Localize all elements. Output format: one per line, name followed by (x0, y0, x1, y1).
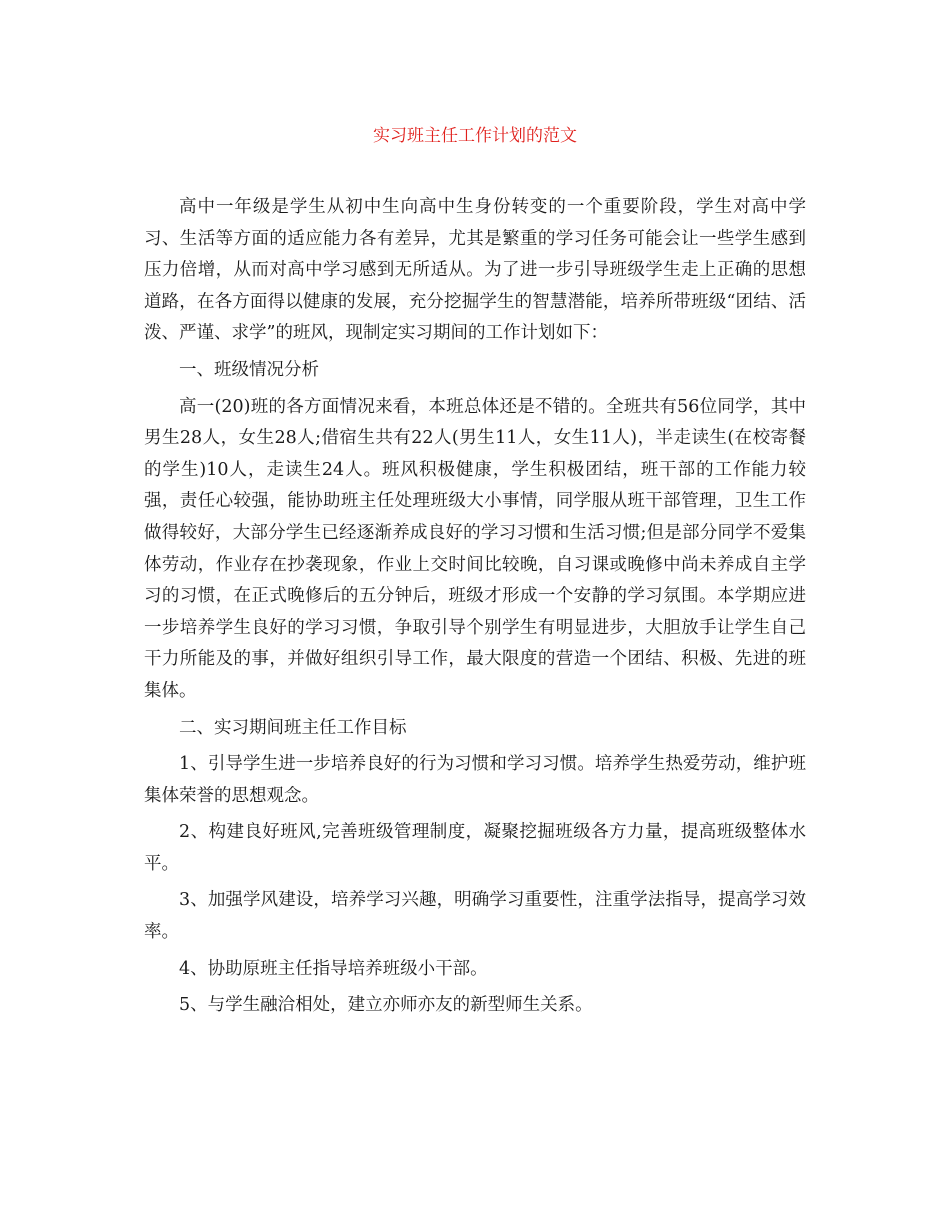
section-heading-class-analysis: 一、班级情况分析 (179, 359, 319, 380)
document-body (144, 192, 806, 1027)
goal-item-2: 2、构建良好班风,完善班级管理制度，凝聚挖掘班级各方力量，提高班级整体水平。 (144, 822, 806, 874)
goal-item-1: 1、引导学生进一步培养良好的行为习惯和学习习惯。培养学生热爱劳动，维护班集体荣誉的思想观念。 (144, 754, 806, 806)
class-analysis-paragraph: 高一(20)班的各方面情况来看，本班总体还是不错的。全班共有56位同学，其中男生28人，女生28人;借宿生共有22人(男生11人，女生11人)，半走读生(在校寄餐的学生)10人，走读生24人。班风积极健康，学生积极团结，班干部的工作能力较强，责任心较强，能协助班主任处理班级大小事情，同学服从班干部管理，卫生工作做得较好，大部分学生已经逐渐养成良好的学习习惯和生活习惯;但是部分同学不爱集体劳动，作业存在抄袭现象，作业上交时间比较晚，自习课或晚修中尚未养成自主学习的习惯，在正式晚修后的五分钟后，班级才形成一个安静的学习氛围。本学期应进一步培养学生良好的学习习惯，争取引导个别学生有明显进步，大胆放手让学生自己干力所能及的事，并做好组织引导工作，最大限度的营造一个团结、积极、先进的班集体。 (144, 396, 806, 701)
goal-item-4: 4、协助原班主任指导培养班级小干部。 (179, 958, 488, 979)
intro-paragraph: 高中一年级是学生从初中生向高中生身份转变的一个重要阶段，学生对高中学习、生活等方面的适应能力各有差异，尤其是繁重的学习任务可能会让一些学生感到压力倍增，从而对高中学习感到无所适从。为了进一步引导班级学生走上正确的思想道路，在各方面得以健康的发展，充分挖掘学生的智慧潜能，培养所带班级“团结、活泼、严谨、求学”的班风，现制定实习期间的工作计划如下： (144, 197, 806, 344)
document-title: 实习班主任工作计划的范文 (373, 126, 577, 146)
goal-item-3: 3、加强学风建设，培养学习兴趣，明确学习重要性，注重学法指导，提高学习效率。 (144, 890, 806, 943)
goal-item-5: 5、与学生融洽相处，建立亦师亦友的新型师生关系。 (179, 995, 593, 1016)
section-heading-goals: 二、实习期间班主任工作目标 (179, 717, 407, 738)
